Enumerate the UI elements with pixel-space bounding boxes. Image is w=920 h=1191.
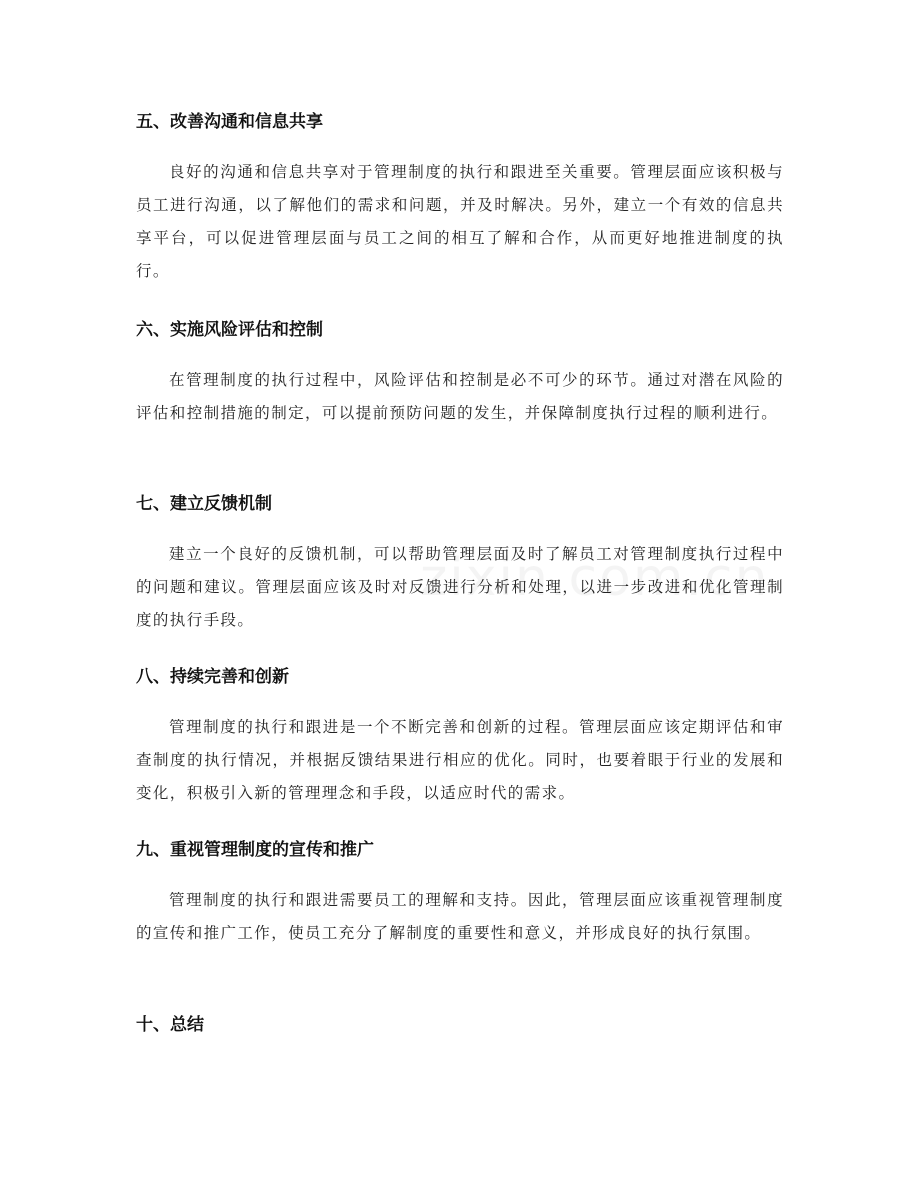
- section-9: [136, 838, 784, 950]
- section-heading: 五、改善沟通和信息共享: [136, 112, 323, 132]
- section-paragraph: 在管理制度的执行过程中，风险评估和控制是必不可少的环节。通过对潜在风险的评估和控制措施的制定，可以提前预防问题的发生，并保障制度执行过程的顺利进行。: [136, 371, 784, 422]
- section-paragraph: 管理制度的执行和跟进是一个不断完善和创新的过程。管理层面应该定期评估和审查制度的执行情况，并根据反馈结果进行相应的优化。同时，也要着眼于行业的发展和变化，积极引入新的管理理念和手段，以适应时代的需求。: [136, 718, 784, 802]
- section-paragraph: 管理制度的执行和跟进需要员工的理解和支持。因此，管理层面应该重视管理制度的宣传和推广工作，使员工充分了解制度的重要性和意义，并形成良好的执行氛围。: [136, 891, 784, 942]
- section-6: [136, 318, 784, 430]
- section-10: [136, 1013, 784, 1037]
- section-heading: 七、建立反馈机制: [136, 494, 272, 514]
- section-paragraph: 建立一个良好的反馈机制，可以帮助管理层面及时了解员工对管理制度执行过程中的问题和建议。管理层面应该及时对反馈进行分析和处理，以进一步改进和优化管理制度的执行手段。: [136, 545, 784, 629]
- section-8: [136, 665, 784, 810]
- section-heading: 六、实施风险评估和控制: [136, 320, 323, 340]
- section-7: [136, 492, 784, 637]
- section-heading: 十、总结: [136, 1015, 204, 1035]
- section-heading: 九、重视管理制度的宣传和推广: [136, 840, 374, 860]
- section-paragraph: 良好的沟通和信息共享对于管理制度的执行和跟进至关重要。管理层面应该积极与员工进行沟通，以了解他们的需求和问题，并及时解决。另外，建立一个有效的信息共享平台，可以促进管理层面与员工之间的相互了解和合作，从而更好地推进制度的执行。: [136, 163, 784, 280]
- section-heading: 八、持续完善和创新: [136, 667, 289, 687]
- section-5: [136, 110, 784, 288]
